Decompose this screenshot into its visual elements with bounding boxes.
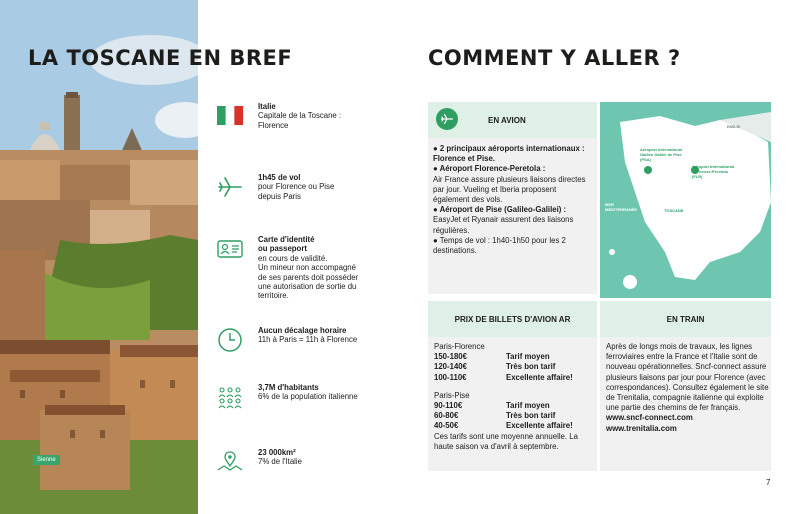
price-value: 60-80€ xyxy=(434,411,459,421)
map-label-florence: Aéroport International di Firenze-Peretola (FLR) xyxy=(692,164,735,179)
plane-text xyxy=(433,144,593,256)
price-label: Tarif moyen xyxy=(506,352,550,362)
fact-text: en cours de validité. Un mineur non accompagné de ses parents doit posséder une autorisation de sortie du territoire. xyxy=(258,253,359,301)
price-row xyxy=(434,352,596,362)
fact-bold: Aucun décalage horaire xyxy=(258,326,347,335)
price-value: 100-110€ xyxy=(434,372,467,382)
price-row xyxy=(434,373,596,383)
siena-photo xyxy=(0,0,198,514)
price-row xyxy=(434,401,596,411)
plane-line: ● Aéroport Florence-Peretola : xyxy=(433,164,546,174)
id-card-icon xyxy=(216,235,244,263)
photo-caption: Sienne xyxy=(33,455,60,465)
price-note: Ces tarifs sont une moyenne annuelle. La haute saison va d'avril à septembre. xyxy=(434,431,578,451)
map-label-emilia: EMILIE xyxy=(727,124,741,129)
prices-heading: PRIX DE BILLETS D'AVION AR xyxy=(428,301,597,337)
right-title: COMMENT Y ALLER ? xyxy=(428,46,681,70)
route-name: Paris-Florence xyxy=(434,342,485,351)
price-row xyxy=(434,421,596,431)
plane-line: ● Aéroport de Pise (Galileo-Galilei) : xyxy=(433,205,567,215)
plane-line: Air France assure plusieurs liaisons directes par jour. Vueling et Iberia proposent également des vols. xyxy=(433,174,586,205)
fact-bold: 1h45 de vol xyxy=(258,173,301,182)
price-label: Excellente affaire! xyxy=(506,372,573,382)
fact-bold: Italie xyxy=(258,102,276,111)
page-number: 7 xyxy=(766,478,771,487)
plane-line: EasyJet et Ryanair assurent des liaisons régulières. xyxy=(433,215,574,235)
price-value: 150-180€ xyxy=(434,352,467,362)
route-name: Paris-Pise xyxy=(434,390,470,400)
price-label: Très bon tarif xyxy=(506,362,556,372)
price-row xyxy=(434,362,596,372)
price-label: Excellente affaire! xyxy=(506,421,573,431)
airplane-icon xyxy=(440,112,454,126)
fact-text: Capitale de la Toscane : Florence xyxy=(258,111,342,130)
left-title: LA TOSCANE EN BREF xyxy=(28,46,293,70)
price-row xyxy=(434,411,596,421)
map-label-sea: MER MÉDITERRANÉE xyxy=(605,202,638,212)
train-body: Après de longs mois de travaux, les lignes ferroviaires entre la France et l'Italie sont de nouveau opérationnelles. Sncf-connect assure plusieurs liaisons par jour pour Florence (avec correspondances). Consultez également le site de Trenitalia, compagnie italienne qui exploite une partie des chemins de fer français. xyxy=(606,342,769,413)
fact-bold: 23 000km² xyxy=(258,448,296,457)
sncf-link[interactable]: www.sncf-connect.com xyxy=(606,413,693,423)
italy-flag-icon xyxy=(216,102,244,130)
price-label: Tarif moyen xyxy=(506,401,550,411)
fact-text: 11h à Paris = 11h à Florence xyxy=(258,335,358,345)
clock-icon xyxy=(216,326,244,354)
plane-line: ● Temps de vol : 1h40-1h50 pour les 2 destinations. xyxy=(433,235,566,256)
prices-list xyxy=(434,342,596,452)
fact-bold: 3,7M d'habitants xyxy=(258,383,319,392)
tuscany-map xyxy=(600,102,771,298)
plane-heading: EN AVION xyxy=(428,102,597,138)
fact-text: pour Florence ou Pise depuis Paris xyxy=(258,182,335,201)
fact-bold: Carte d'identité ou passeport xyxy=(258,235,315,254)
map-pin-icon xyxy=(216,448,244,476)
people-icon xyxy=(216,383,244,411)
train-text xyxy=(606,342,769,434)
plane-circle xyxy=(436,108,458,130)
map-label-pisa: Aéroport International Galileo Galilei de Pise (PSA) xyxy=(640,147,683,162)
map-label-tuscany: TOSCANE xyxy=(664,208,684,213)
plane-line: ● 2 principaux aéroports internationaux : Florence et Pise. xyxy=(433,144,585,164)
trenitalia-link[interactable]: www.trenitalia.com xyxy=(606,423,677,433)
airplane-icon xyxy=(216,173,244,201)
price-value: 90-110€ xyxy=(434,401,463,411)
price-label: Très bon tarif xyxy=(506,411,556,421)
fact-text: 6% de la population italienne xyxy=(258,392,358,402)
fact-text: 7% de l'Italie xyxy=(258,457,302,467)
train-heading: EN TRAIN xyxy=(600,301,771,337)
price-value: 40-50€ xyxy=(434,421,459,431)
price-value: 120-140€ xyxy=(434,362,467,372)
